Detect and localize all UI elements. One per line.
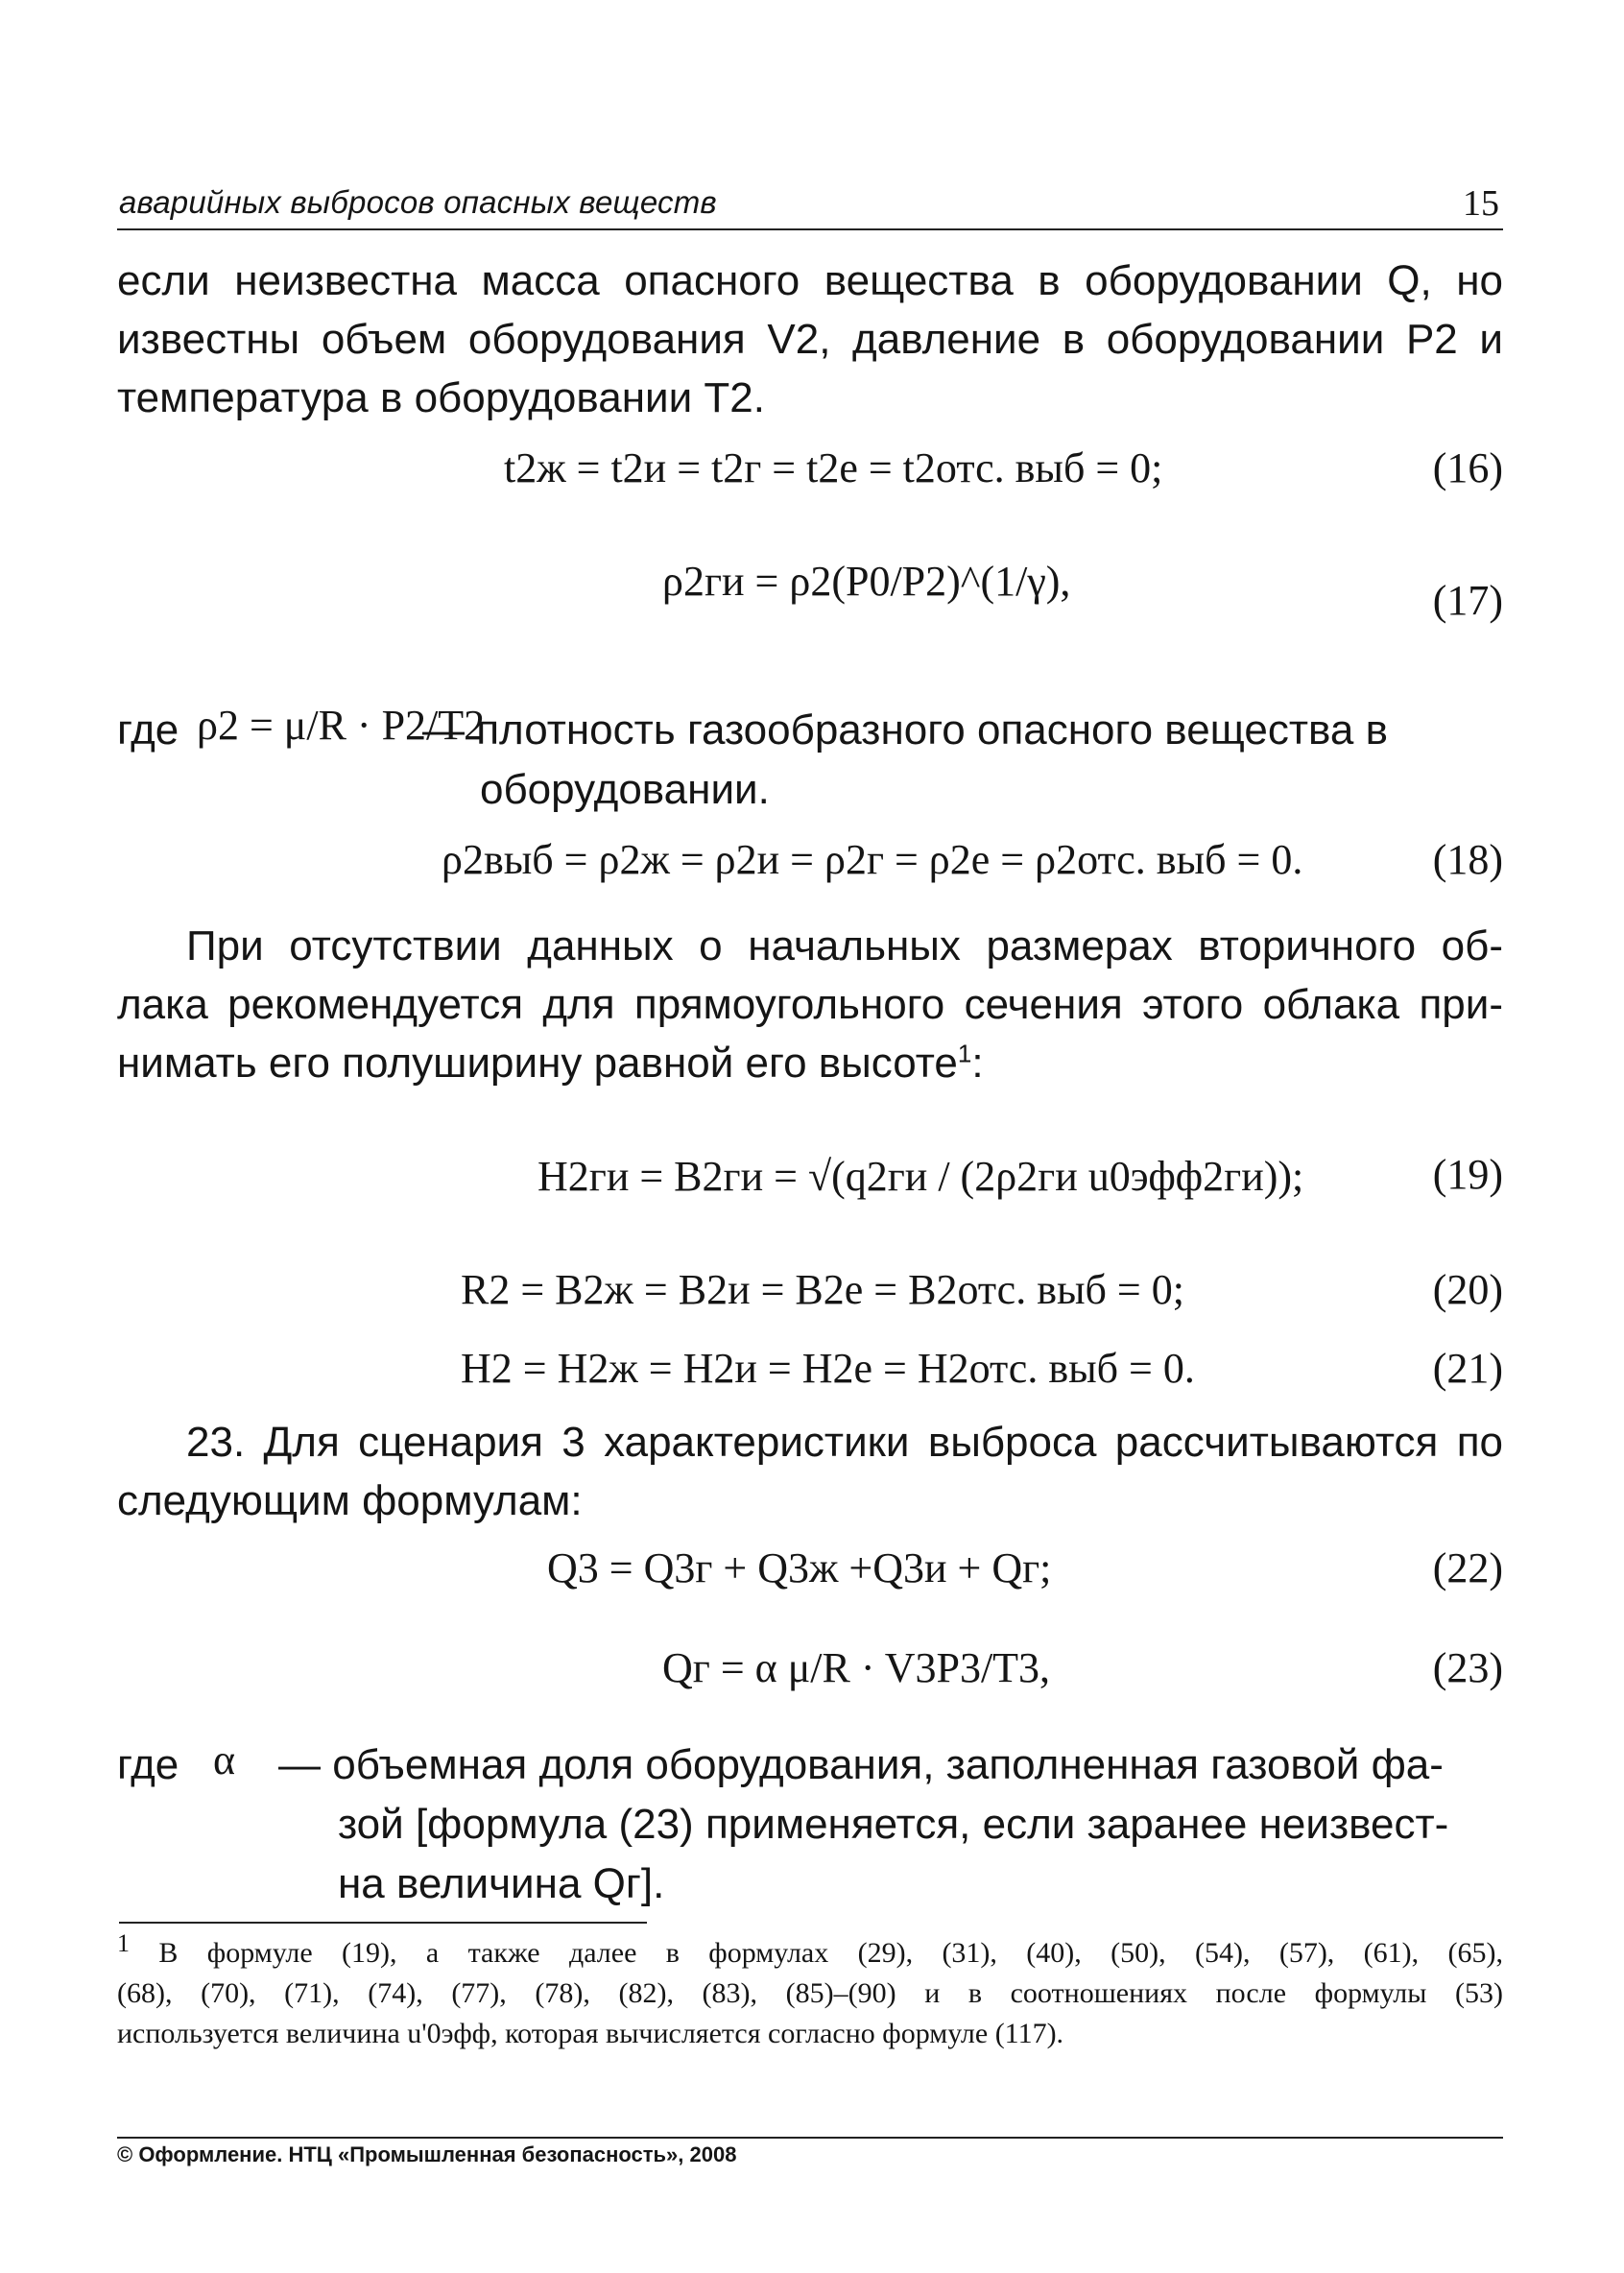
footnote-text: В формуле (19), а также далее в формулах (29), (31), (40), (50), (54), (57), (61), (65), [158,1937,1503,1969]
definition-text: на величина Qг]. [338,1860,665,1907]
text-line: При отсутствии данных о начальных размерах вторичного об- [186,922,1503,969]
equation-number: (22) [1432,1544,1503,1591]
equation-20: R2 = B2ж = B2и = B2е = B2отс. выб = 0; [461,1266,1184,1313]
equation-19: H2ги = B2ги = √(q2ги / (2ρ2ги u0эфф2ги)); [537,1153,1304,1200]
equation-number: (20) [1432,1266,1503,1313]
definition-text: — плотность газообразного опасного вещества в [422,706,1388,754]
footnote-separator [119,1922,647,1924]
copyright: © Оформление. НТЦ «Промышленная безопасность», 2008 [117,2142,737,2166]
where-lead: где [117,1741,179,1788]
footnote-mark: 1 [117,1929,130,1957]
equation-18: ρ2выб = ρ2ж = ρ2и = ρ2г = ρ2е = ρ2отс. выб = 0. [442,836,1303,883]
paragraph-scenario-3 [117,1413,1503,1530]
text-line: лака рекомендуется для прямоугольного сечения этого облака при- [117,981,1503,1028]
where-lead: где [117,706,179,754]
footnote-line: (68), (70), (71), (74), (77), (78), (82), (83), (85)–(90) и в соотношениях после формулы (53) [117,1977,1503,2009]
definition-text: — объемная доля оборудования, заполненная газовой фа- [278,1741,1444,1788]
equation-number: (21) [1432,1345,1503,1392]
definition-text: зой [формула (23) применяется, если заранее неизвест- [338,1801,1449,1848]
equation-23: Qг = α μ/R · V3P3/T3, [662,1644,1051,1691]
paragraph-cloud [117,917,1503,1092]
alpha-symbol: α [213,1736,236,1783]
text-line-part: : [971,1040,984,1087]
equation-number: (23) [1432,1644,1503,1691]
equation-number: (16) [1432,444,1503,491]
footnote-line: используется величина u'0эфф, которая вычисляется согласно формуле (117). [117,2018,1064,2049]
page-number: 15 [1463,183,1499,224]
text-line: температура в оборудовании T2. [117,374,765,421]
text-line: известны объем оборудования V2, давление в оборудовании P2 и [117,316,1503,363]
definition-text: оборудовании. [480,766,770,813]
footnote [117,1929,1503,2054]
paragraph-intro [117,251,1503,427]
footnote-line [117,1929,1503,1974]
equation-number: (18) [1432,836,1503,883]
equation-16: t2ж = t2и = t2г = t2е = t2отс. выб = 0; [504,444,1163,491]
equation-number: (17) [1432,577,1503,624]
text-line-part: нимать его полуширину равной его высоте [117,1040,958,1087]
text-line: если неизвестна масса опасного вещества в оборудовании Q, но [117,257,1503,304]
equation-21: H2 = H2ж = H2и = H2е = H2отс. выб = 0. [461,1345,1195,1392]
text-line [117,1034,1503,1092]
footnote-ref: 1 [957,1039,972,1068]
running-header [117,182,1503,230]
text-line: 23. Для сценария 3 характеристики выброса рассчитываются по [186,1419,1503,1466]
equation-22: Q3 = Q3г + Q3ж +Q3и + Qг; [547,1544,1052,1591]
equation-number: (19) [1432,1151,1503,1198]
text-line: следующим формулам: [117,1477,583,1524]
rho2-definition: ρ2 = μ/R · P2/T2 [197,702,486,749]
bottom-separator [117,2137,1503,2139]
running-title: аварийных выбросов опасных веществ [119,184,717,220]
equation-17: ρ2ги = ρ2(P0/P2)^(1/γ), [662,558,1071,605]
